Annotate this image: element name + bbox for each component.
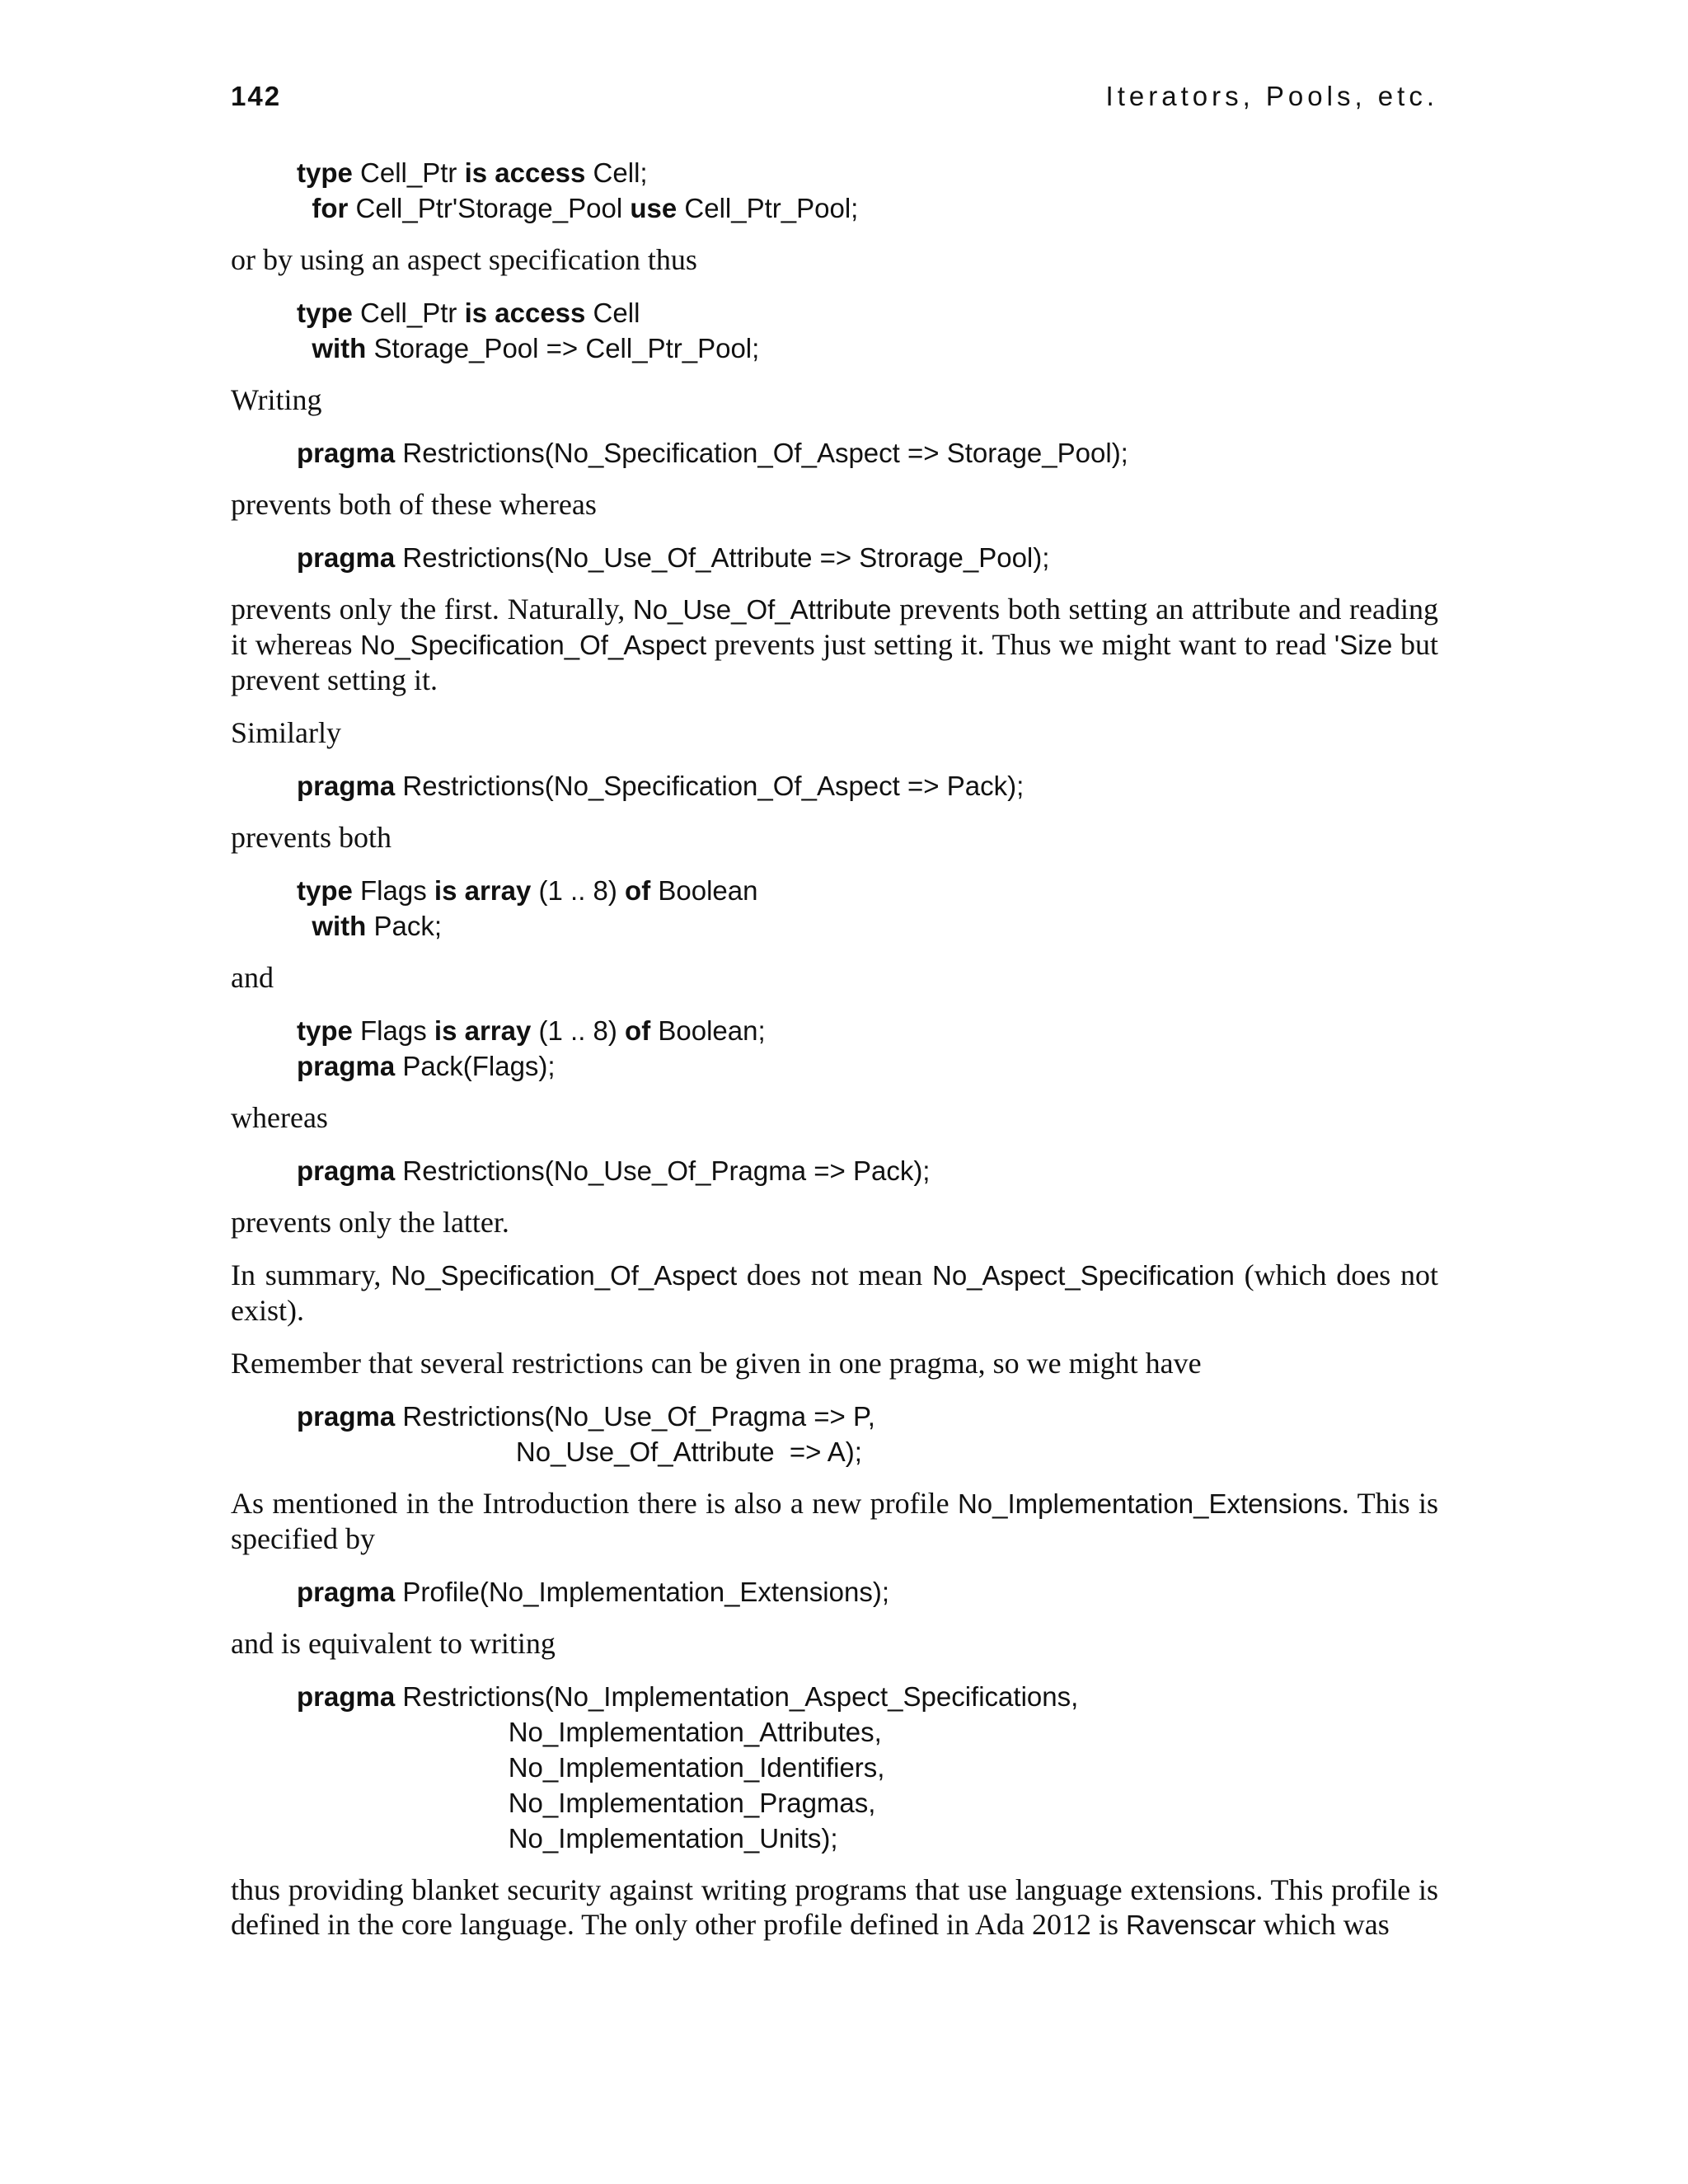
paragraph-text: prevents only the latter. [231, 1206, 509, 1239]
code-text: Restrictions(No_Specification_Of_Aspect => Storage_Pool); [395, 438, 1128, 468]
code-text: No_Implementation_Units); [297, 1823, 838, 1854]
code-text: Pack(Flags); [395, 1051, 556, 1081]
code-keyword: pragma [297, 1681, 396, 1712]
paragraph [231, 1205, 1438, 1240]
inline-code: No_Use_Of_Attribute [632, 594, 892, 625]
paragraph-text: In summary, [231, 1258, 392, 1291]
inline-code: No_Specification_Of_Aspect [360, 630, 707, 660]
code-text [297, 333, 312, 363]
code-keyword: type [297, 298, 353, 328]
code-text: Restrictions(No_Implementation_Aspect_Specifications, [395, 1681, 1079, 1712]
code-line [297, 873, 1438, 908]
code-text: Boolean [650, 875, 758, 906]
code-line [297, 1434, 1438, 1469]
code-keyword: type [297, 875, 353, 906]
code-block [297, 540, 1438, 575]
code-keyword: is access [464, 157, 586, 188]
inline-code: No_Implementation_Extensions [957, 1488, 1342, 1519]
page-number: 142 [231, 81, 282, 111]
code-line [297, 1750, 1438, 1785]
paragraph-text: . This is specified by [231, 1487, 1438, 1555]
code-line [297, 540, 1438, 575]
paragraph [231, 820, 1438, 855]
code-line [297, 1714, 1438, 1750]
code-block [297, 768, 1438, 804]
code-text: Cell [585, 298, 640, 328]
code-text: No_Implementation_Identifiers, [297, 1752, 885, 1783]
code-line [297, 155, 1438, 190]
paragraph-text: prevents both [231, 821, 392, 854]
paragraph-text: and [231, 961, 274, 994]
paragraph-text: prevents both of these whereas [231, 488, 597, 521]
code-text [297, 911, 312, 941]
code-keyword: use [630, 193, 678, 223]
paragraph-text: prevents both setting an attribute and reading it whereas [231, 593, 1439, 661]
paragraph-text: (which does not exist). [231, 1258, 1438, 1327]
code-keyword: for [312, 193, 349, 223]
code-text: Cell_Ptr [352, 298, 465, 328]
paragraph [231, 1626, 1438, 1661]
paragraph [231, 960, 1438, 995]
paragraph-text: prevents just setting it. Thus we might want to read [706, 628, 1334, 661]
code-line [297, 908, 1438, 944]
paragraph-text: Remember that several restrictions can be given in one pragma, so we might have [231, 1347, 1202, 1380]
code-line [297, 330, 1438, 366]
code-block [297, 1399, 1438, 1469]
code-line [297, 768, 1438, 804]
code-keyword: type [297, 1015, 353, 1046]
code-line [297, 1013, 1438, 1048]
code-line [297, 1679, 1438, 1714]
code-line [297, 1821, 1438, 1856]
paragraph [231, 242, 1438, 277]
code-keyword: of [625, 875, 651, 906]
code-keyword: pragma [297, 1577, 396, 1607]
code-text: Restrictions(No_Specification_Of_Aspect => Pack); [395, 771, 1025, 801]
code-line [297, 295, 1438, 330]
code-block [297, 295, 1438, 366]
code-keyword: pragma [297, 771, 396, 801]
code-keyword: of [625, 1015, 651, 1046]
paragraph-text: or by using an aspect specification thus [231, 243, 697, 276]
code-keyword: pragma [297, 1051, 396, 1081]
inline-code: Ravenscar [1126, 1910, 1256, 1940]
code-block [297, 1574, 1438, 1610]
code-keyword: with [312, 333, 367, 363]
paragraph-text: but prevent setting it. [231, 628, 1438, 696]
code-line [297, 435, 1438, 471]
code-text: Cell_Ptr_Pool; [677, 193, 859, 223]
paragraph-text: Writing [231, 383, 322, 416]
code-text: No_Implementation_Pragmas, [297, 1788, 876, 1818]
code-text [297, 193, 312, 223]
paragraph [231, 592, 1438, 697]
paragraph [231, 487, 1438, 522]
paragraph-text: Similarly [231, 716, 341, 749]
paragraph [231, 1100, 1438, 1135]
inline-code: 'Size [1334, 630, 1393, 660]
code-text: Restrictions(No_Use_Of_Attribute => Strorage_Pool); [395, 542, 1050, 573]
code-text: Profile(No_Implementation_Extensions); [395, 1577, 890, 1607]
code-text: No_Use_Of_Attribute => A); [297, 1436, 862, 1467]
code-keyword: pragma [297, 1401, 396, 1432]
code-line [297, 190, 1438, 226]
code-block [297, 1153, 1438, 1188]
paragraph-text: whereas [231, 1101, 328, 1134]
paragraph [231, 382, 1438, 417]
code-block [297, 155, 1438, 226]
inline-code: No_Aspect_Specification [931, 1260, 1235, 1291]
code-line [297, 1785, 1438, 1821]
code-keyword: is array [434, 1015, 532, 1046]
paragraph-text: prevents only the first. Naturally, [231, 593, 633, 626]
code-text: Cell_Ptr'Storage_Pool [348, 193, 631, 223]
code-keyword: pragma [297, 1155, 396, 1186]
paragraph-text: As mentioned in the Introduction there is also a new profile [231, 1487, 958, 1520]
code-keyword: is array [434, 875, 532, 906]
code-block [297, 435, 1438, 471]
paragraph [231, 1872, 1438, 1943]
code-text: Storage_Pool => Cell_Ptr_Pool; [366, 333, 760, 363]
code-block [297, 1679, 1438, 1856]
code-text: Boolean; [650, 1015, 766, 1046]
code-text: Flags [352, 875, 434, 906]
code-line [297, 1399, 1438, 1434]
code-keyword: with [312, 911, 367, 941]
code-block [297, 873, 1438, 944]
code-keyword: is access [464, 298, 586, 328]
code-text: (1 .. 8) [531, 875, 626, 906]
code-text: Cell; [585, 157, 648, 188]
code-text: Restrictions(No_Use_Of_Pragma => P, [395, 1401, 875, 1432]
code-keyword: pragma [297, 542, 396, 573]
code-line [297, 1048, 1438, 1084]
inline-code: No_Specification_Of_Aspect [391, 1260, 738, 1291]
code-keyword: type [297, 157, 353, 188]
code-text: Cell_Ptr [352, 157, 465, 188]
code-text: Pack; [366, 911, 443, 941]
paragraph [231, 1486, 1438, 1556]
code-text: No_Implementation_Attributes, [297, 1717, 882, 1747]
code-line [297, 1574, 1438, 1610]
paragraph-text: which was [1255, 1908, 1390, 1941]
code-text: (1 .. 8) [531, 1015, 626, 1046]
paragraph-text: thus providing blanket security against writing programs that use language extensions. This profile is defined in the core language. The only other profile defined in Ada 2012 is [231, 1873, 1438, 1941]
code-line [297, 1153, 1438, 1188]
running-title: Iterators, Pools, etc. [1105, 81, 1438, 111]
paragraph [231, 1258, 1438, 1328]
code-keyword: pragma [297, 438, 396, 468]
paragraph-text: and is equivalent to writing [231, 1627, 556, 1660]
paragraph [231, 1346, 1438, 1380]
code-block [297, 1013, 1438, 1084]
code-text: Flags [352, 1015, 434, 1046]
paragraph-text: does not mean [737, 1258, 932, 1291]
code-text: Restrictions(No_Use_Of_Pragma => Pack); [395, 1155, 931, 1186]
paragraph [231, 715, 1438, 750]
page-body [231, 155, 1438, 1961]
